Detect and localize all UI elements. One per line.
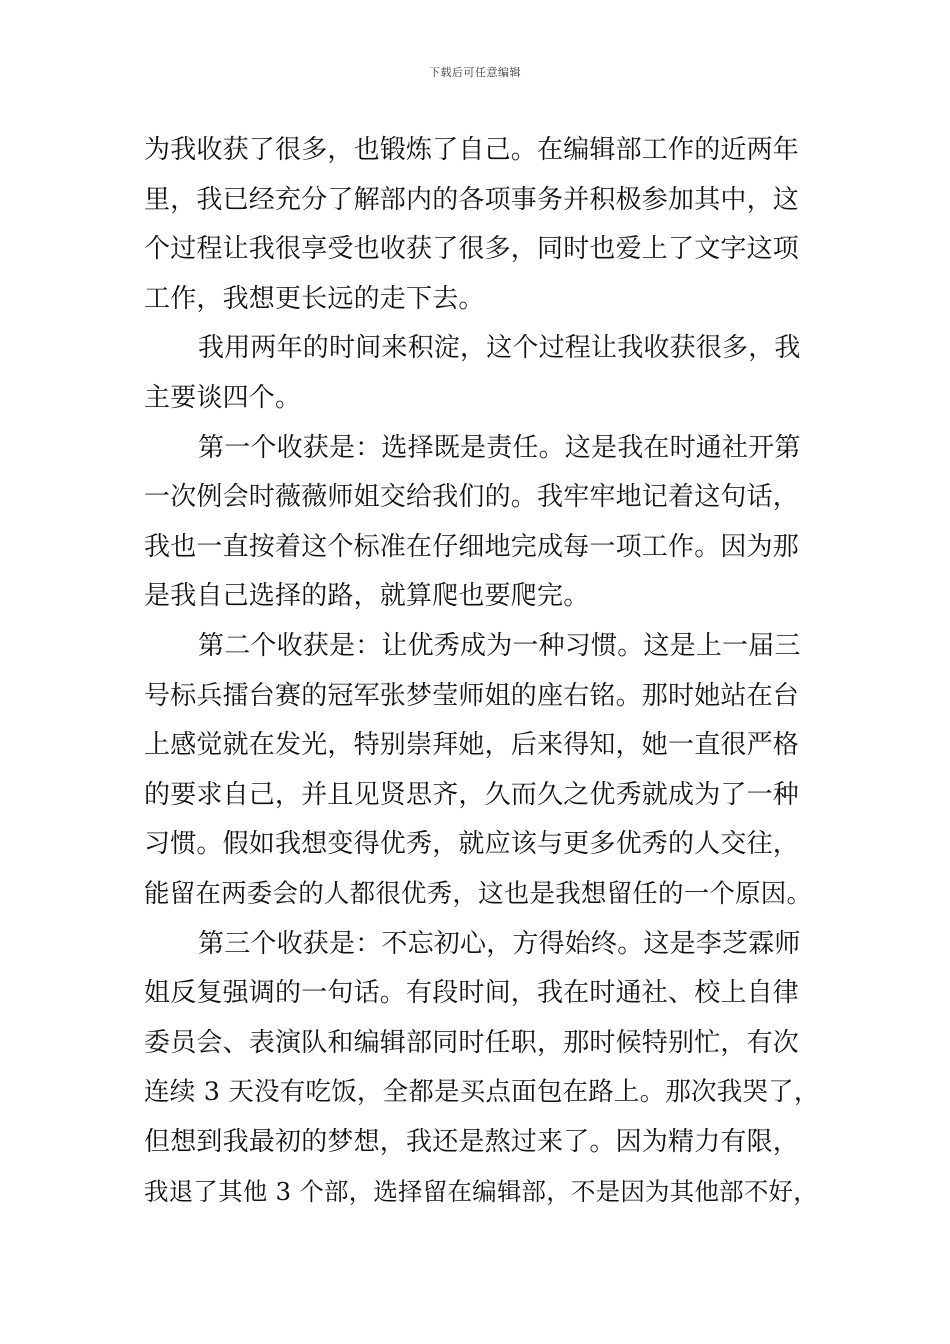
text-line: 第二个收获是：让优秀成为一种习惯。这是上一届三 (198, 630, 801, 661)
text-line: 的要求自己，并且见贤思齐，久而久之优秀就成为了一种 (144, 779, 800, 810)
text-line: 个过程让我很享受也收获了很多，同时也爱上了文字这项 (144, 234, 800, 265)
text-line: 习惯。假如我想变得优秀，就应该与更多优秀的人交往， (144, 829, 800, 860)
document-body (144, 126, 824, 1217)
text-line: 里，我已经充分了解部内的各项事务并积极参加其中，这 (144, 184, 800, 215)
text-line: 我退了其他 3 个部，选择留在编辑部，不是因为其他部不好， (144, 1177, 818, 1207)
text-line: 我也一直按着这个标准在仔细地完成每一项工作。因为那 (144, 531, 800, 562)
text-line: 我用两年的时间来积淀，这个过程让我收获很多，我 (198, 333, 801, 364)
text-line: 但想到我最初的梦想，我还是熬过来了。因为精力有限， (144, 1126, 800, 1157)
text-line: 能留在两委会的人都很优秀，这也是我想留任的一个原因。 (144, 878, 813, 909)
page-header: 下载后可任意编辑 (429, 66, 521, 79)
text-line: 号标兵擂台赛的冠军张梦莹师姐的座右铭。那时她站在台 (144, 680, 800, 711)
text-line: 主要谈四个。 (144, 382, 302, 413)
text-line: 姐反复强调的一句话。有段时间，我在时通社、校上自律 (144, 978, 800, 1009)
text-line: 连续 3 天没有吃饭，全都是买点面包在路上。那次我哭了， (144, 1077, 820, 1108)
text-line: 第三个收获是：不忘初心，方得始终。这是李芝霖师 (198, 928, 801, 959)
text-line: 工作，我想更长远的走下去。 (144, 283, 485, 314)
text-line: 是我自己选择的路，就算爬也要爬完。 (144, 581, 590, 612)
text-line: 委员会、表演队和编辑部同时任职，那时候特别忙，有次 (144, 1027, 800, 1058)
text-line: 为我收获了很多，也锻炼了自己。在编辑部工作的近两年 (144, 135, 800, 165)
text-line: 上感觉就在发光，特别崇拜她，后来得知，她一直很严格 (144, 730, 800, 761)
text-line: 一次例会时薇薇师姐交给我们的。我牢牢地记着这句话， (144, 482, 800, 513)
text-line: 第一个收获是：选择既是责任。这是我在时通社开第 (198, 432, 801, 463)
